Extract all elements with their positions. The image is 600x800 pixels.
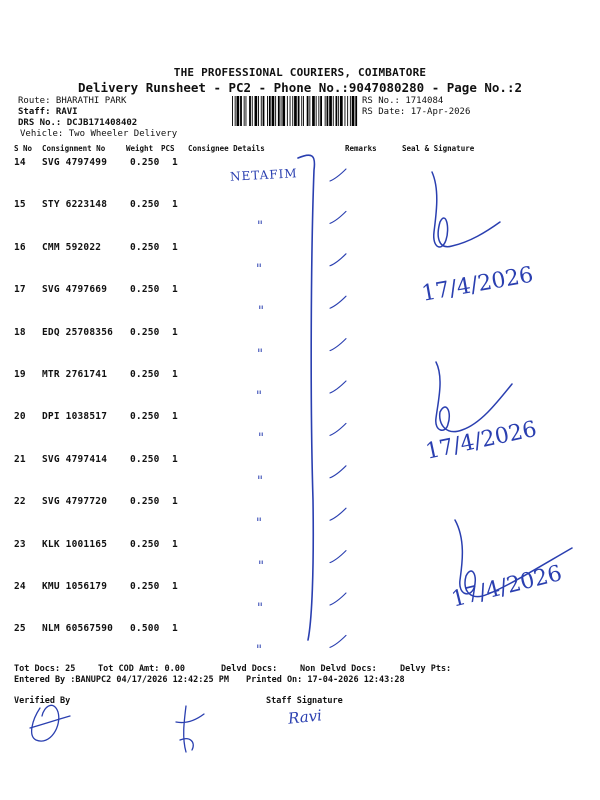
row-weight: 0.250 bbox=[130, 538, 160, 550]
row-sno: 23 bbox=[14, 538, 26, 550]
ditto-mark-handwritten: " bbox=[256, 516, 262, 532]
col-sno: S No bbox=[14, 144, 33, 153]
row-sno: 25 bbox=[14, 623, 26, 635]
row-weight: 0.250 bbox=[130, 369, 160, 380]
table-row bbox=[0, 157, 600, 197]
row-consignment-no: SVG 4797720 bbox=[42, 496, 108, 508]
row-weight: 0.250 bbox=[130, 496, 160, 508]
row-pcs: 1 bbox=[172, 623, 178, 635]
row-sno: 22 bbox=[14, 496, 26, 508]
printed-on: Printed On: 17-04-2026 12:43:28 bbox=[246, 675, 405, 685]
row-consignment-no: SVG 4797669 bbox=[42, 284, 108, 296]
table-row bbox=[0, 369, 600, 409]
row-weight: 0.500 bbox=[130, 623, 160, 635]
row-consignment-no: DPI 1038517 bbox=[42, 411, 108, 423]
row-weight: 0.250 bbox=[130, 284, 160, 296]
runsheet-subtitle: Delivery Runsheet - PC2 - Phone No.:9047080280 - Page No.:2 bbox=[77, 80, 522, 95]
row-sno: 14 bbox=[14, 157, 26, 168]
row-pcs: 1 bbox=[172, 284, 178, 296]
row-pcs: 1 bbox=[172, 199, 178, 211]
verifier-initial-mark bbox=[176, 706, 204, 752]
barcode-image bbox=[232, 96, 358, 126]
ditto-mark-handwritten: " bbox=[256, 261, 262, 277]
row-pcs: 1 bbox=[172, 369, 178, 380]
row-consignment-no: MTR 2761741 bbox=[42, 369, 108, 380]
table-row bbox=[0, 199, 600, 239]
row-consignment-no: SVG 4797499 bbox=[42, 157, 108, 168]
handwritten-date: 17/4/2026 bbox=[419, 262, 536, 307]
ditto-mark-handwritten: " bbox=[257, 473, 263, 489]
staff-signature-label: Staff Signature bbox=[266, 696, 343, 706]
table-row bbox=[0, 496, 600, 536]
ditto-mark-handwritten: " bbox=[258, 558, 264, 574]
row-sno: 16 bbox=[14, 241, 26, 253]
row-consignment-no: STY 6223148 bbox=[42, 199, 108, 211]
row-pcs: 1 bbox=[172, 326, 178, 338]
ditto-mark-handwritten: " bbox=[257, 219, 263, 235]
ditto-mark-handwritten: " bbox=[258, 431, 264, 447]
row-weight: 0.250 bbox=[130, 411, 160, 423]
total-cod-amount: Tot COD Amt: 0.00 bbox=[98, 664, 185, 674]
verified-by-label: Verified By bbox=[14, 696, 71, 706]
row-sno: 18 bbox=[14, 326, 26, 338]
total-docs: Tot Docs: 25 bbox=[14, 664, 76, 674]
row-consignment-no: CMM 592022 bbox=[42, 241, 102, 253]
row-sno: 20 bbox=[14, 411, 26, 423]
row-weight: 0.250 bbox=[130, 241, 160, 253]
table-row bbox=[0, 623, 600, 663]
row-weight: 0.250 bbox=[130, 453, 160, 465]
rs-date: RS Date: 17-Apr-2026 bbox=[362, 107, 471, 117]
col-pcs: PCS bbox=[161, 144, 175, 153]
row-sno: 19 bbox=[14, 369, 26, 380]
consignee-name-handwritten: NETAFIM bbox=[229, 166, 298, 184]
col-consignee-details: Consignee Details bbox=[188, 144, 265, 153]
row-consignment-no: KMU 1056179 bbox=[42, 581, 108, 592]
table-row bbox=[0, 454, 600, 494]
row-pcs: 1 bbox=[172, 496, 178, 508]
handwritten-date: 17/4/2026 bbox=[448, 561, 565, 613]
ditto-mark-handwritten: " bbox=[256, 389, 262, 404]
ditto-mark-handwritten: " bbox=[257, 346, 263, 362]
row-sno: 21 bbox=[14, 453, 26, 465]
delivery-points: Delvy Pts: bbox=[400, 664, 452, 674]
ditto-mark-handwritten: " bbox=[257, 601, 263, 616]
staff-label: Staff: RAVI bbox=[18, 107, 78, 117]
row-weight: 0.250 bbox=[130, 581, 160, 592]
row-pcs: 1 bbox=[172, 411, 178, 423]
non-delivered-docs: Non Delvd Docs: bbox=[300, 664, 377, 674]
staff-signature-handwritten: Ravi bbox=[287, 706, 323, 728]
row-weight: 0.250 bbox=[130, 199, 160, 211]
entered-by: Entered By :BANUPC2 04/17/2026 12:42:25 PM bbox=[14, 675, 229, 685]
table-row bbox=[0, 327, 600, 367]
row-consignment-no: NLM 60567590 bbox=[42, 623, 114, 635]
row-pcs: 1 bbox=[172, 538, 178, 550]
row-pcs: 1 bbox=[172, 157, 178, 168]
row-sno: 15 bbox=[14, 199, 26, 211]
verified-by-scrawl bbox=[30, 705, 70, 741]
rs-number: RS No.: 1714084 bbox=[362, 96, 444, 106]
row-weight: 0.250 bbox=[130, 326, 160, 338]
route-label: Route: BHARATHI PARK bbox=[18, 96, 127, 106]
ditto-mark-handwritten: " bbox=[256, 643, 262, 659]
handwritten-date: 17/4/2026 bbox=[423, 416, 539, 465]
row-sno: 17 bbox=[14, 284, 26, 296]
col-remarks: Remarks bbox=[345, 144, 377, 153]
row-sno: 24 bbox=[14, 581, 26, 592]
row-pcs: 1 bbox=[172, 581, 178, 592]
row-consignment-no: KLK 1001165 bbox=[42, 538, 108, 550]
vehicle-label: Vehicle: Two Wheeler Delivery bbox=[20, 129, 178, 139]
row-consignment-no: SVG 4797414 bbox=[42, 453, 108, 465]
drs-number: DRS No.: DCJB171408402 bbox=[18, 118, 138, 128]
col-consignment: Consignment No bbox=[42, 144, 106, 153]
delivered-docs: Delvd Docs: bbox=[221, 664, 278, 674]
col-weight: Weight bbox=[126, 144, 154, 153]
row-pcs: 1 bbox=[172, 453, 178, 465]
row-weight: 0.250 bbox=[130, 157, 160, 168]
row-pcs: 1 bbox=[172, 241, 178, 253]
row-consignment-no: EDQ 25708356 bbox=[42, 326, 114, 338]
col-seal-signature: Seal & Signature bbox=[402, 144, 475, 153]
company-title: THE PROFESSIONAL COURIERS, COIMBATORE bbox=[173, 66, 427, 79]
ditto-mark-handwritten: " bbox=[258, 304, 264, 320]
